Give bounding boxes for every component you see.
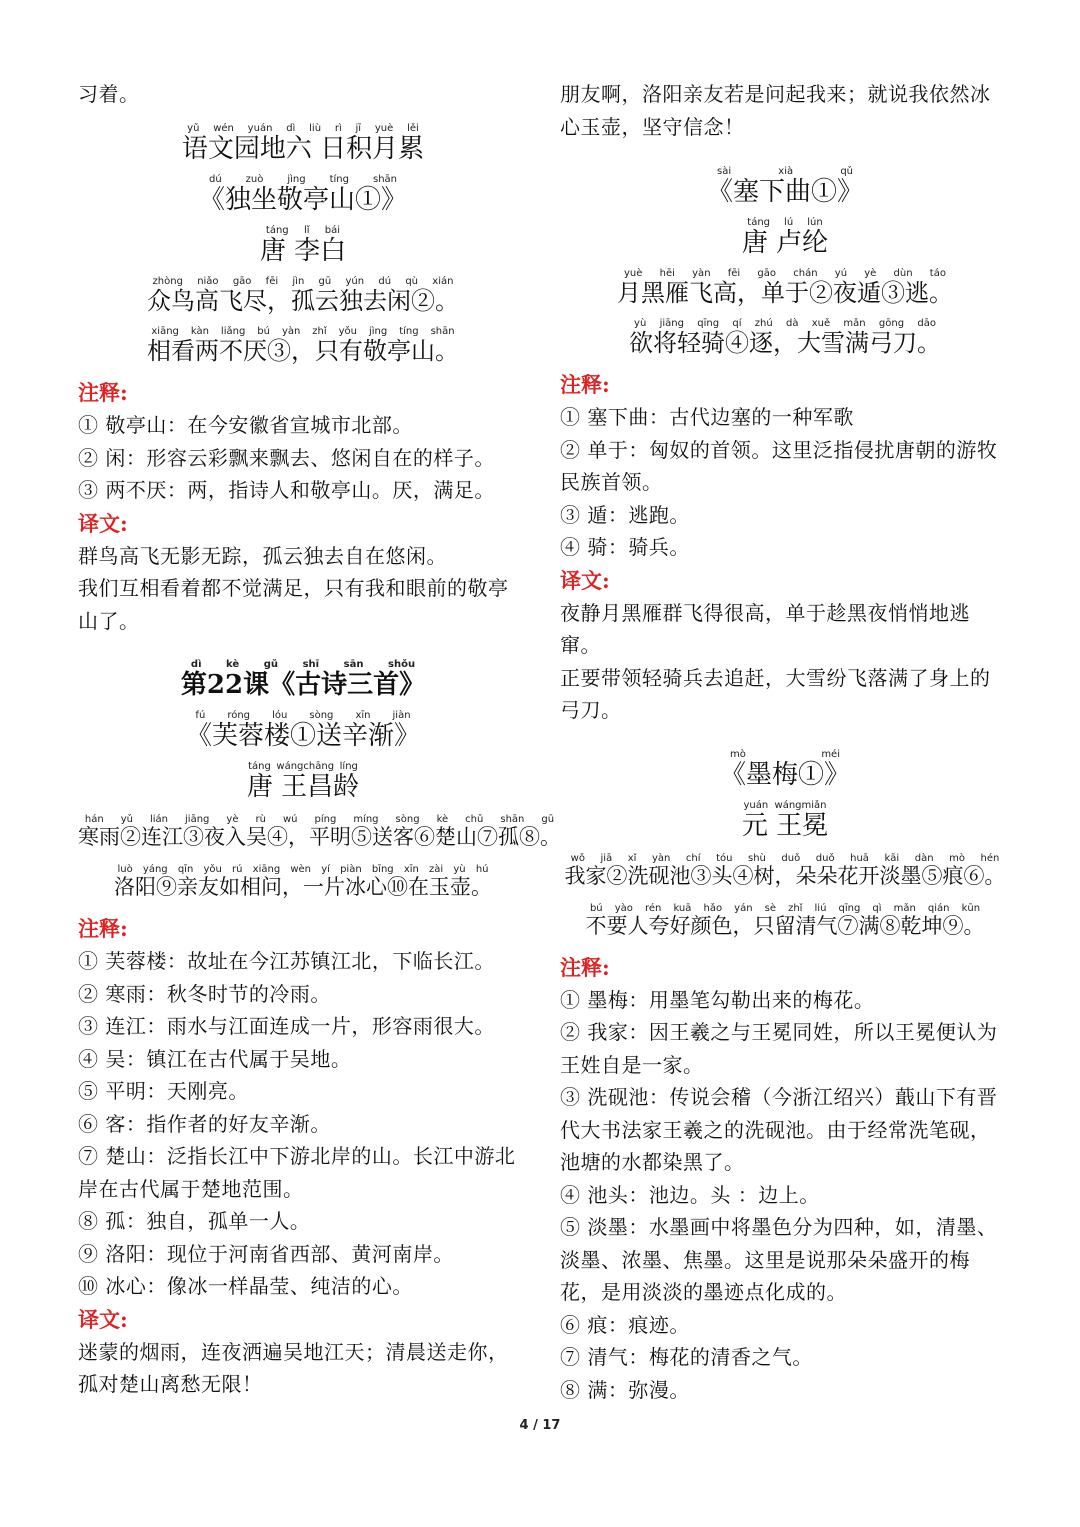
- poem4-notes-label: 注释:: [560, 954, 610, 980]
- right-column: [560, 78, 1010, 1406]
- poem4-note: ④ 池头：池边。头 ：边上。: [560, 1182, 820, 1207]
- poem4-note: ① 墨梅：用墨笔勾勒出来的梅花。: [560, 987, 875, 1012]
- poem2-line1: 寒雨②连江③夜入吴④，平明⑤送客⑥楚山⑦孤⑧。hán yǔ lián jiāng yè rù wú píng míng sòng kè chǔ shān gū: [78, 814, 561, 849]
- poem3-translation: 正要带领轻骑兵去追赶，大雪纷飞落满了身上的弓刀。: [560, 665, 991, 722]
- poem2-note: ⑤ 平明：天刚亮。: [78, 1079, 249, 1103]
- poem3-line1: 月黑雁飞高，单于②夜遁③逃。yuè hēi yàn fēi gāo chán yú yè dùn táo: [617, 268, 953, 307]
- poem1-note: ③ 两不厌：两，指诗人和敬亭山。厌，满足。: [78, 478, 495, 502]
- poem4-note: ③ 洗砚池：传说会稽（今浙江绍兴）蕺山下有晋代大书法家王羲之的洗砚池。由于经常洗笔砚，池塘的水都染黑了。: [560, 1085, 998, 1174]
- poem2-note: ⑩ 冰心：像冰一样晶莹、纯洁的心。: [78, 1274, 413, 1298]
- poem2-translation: 迷蒙的烟雨，连夜洒遍吴地江天；清晨送走你，孤对楚山离愁无限！: [78, 1339, 509, 1396]
- poem3-note: ④ 骑：骑兵。: [560, 535, 690, 559]
- poem1-title: 《独坐敬亭山①》dú zuò jìng tíng shān: [198, 174, 407, 215]
- poem1-notes-label: 注释:: [78, 380, 128, 405]
- poem4-note: ⑤ 淡墨：水墨画中将墨色分为四种，如，清墨、淡墨、浓墨、焦墨。这里是说那朵朵盛开的梅花，是用淡淡的墨迹点化成的。: [560, 1215, 998, 1304]
- left-column: [78, 78, 561, 1401]
- continued-translation: 朋友啊，洛阳亲友若是问起我来；就说我依然冰心玉壶，坚守信念！: [560, 82, 991, 139]
- poem4-note: ⑧ 满：弥漫。: [560, 1377, 690, 1402]
- poem3-note: ① 塞下曲：古代边塞的一种军歌: [560, 405, 854, 429]
- poem3-translation-label: 译文:: [560, 567, 610, 593]
- poem3-note: ③ 遁：逃跑。: [560, 502, 690, 527]
- poem2-note: ④ 吴：镇江在古代属于吴地。: [78, 1046, 352, 1071]
- poem2-note: ② 寒雨：秋冬时节的冷雨。: [78, 981, 331, 1006]
- poem4-author: 元 王冕yuán wángmiǎn: [741, 799, 829, 841]
- poem2-line2: 洛阳⑨亲友如相问，一片冰心⑩在玉壶。luò yáng qīn yǒu rú xiāng wèn yí piàn bīng xīn zài yù hú: [114, 864, 492, 899]
- lesson-title: 第22课《古诗三首》dì kè gǔ shī sān shǒu: [180, 659, 426, 700]
- poem2-title: 《芙蓉楼①送辛渐》fú róng lóu sòng xīn jiàn: [185, 710, 420, 751]
- section-title: 语文园地六 日积月累yǔ wén yuán dì liù rì jī yuè lěi: [181, 123, 425, 164]
- poem3-title: 《塞下曲①》sài xià qǔ: [706, 166, 863, 207]
- intro-text: 习着。: [78, 82, 140, 106]
- poem2-note: ⑧ 孤：独自，孤单一人。: [78, 1209, 311, 1233]
- poem4-note: ⑥ 痕：痕迹。: [560, 1312, 690, 1337]
- poem1-note: ② 闲：形容云彩飘来飘去、悠闲自在的样子。: [78, 445, 495, 470]
- poem3-note: ② 单于：匈奴的首领。这里泛指侵扰唐朝的游牧民族首领。: [560, 437, 998, 494]
- page-number: 4 / 17: [519, 1418, 561, 1433]
- poem2-notes-label: 注释:: [78, 916, 128, 941]
- poem3-notes-label: 注释:: [560, 372, 610, 397]
- poem1-line2: 相看两不厌③，只有敬亭山。xiāng kàn liǎng bú yàn zhǐ yǒu jìng tíng shān: [147, 326, 459, 365]
- poem2-note: ⑦ 楚山：泛指长江中下游北岸的山。长江中游北岸在古代属于楚地范围。: [78, 1144, 516, 1201]
- poem3-translation: 夜静月黑雁群飞得很高，单于趁黑夜悄悄地逃窜。: [560, 600, 970, 657]
- poem4-line2: 不要人夸好颜色，只留清气⑦满⑧乾坤⑨。bú yào rén kuā hǎo yán sè zhǐ liú qīng qì mǎn qián kūn: [585, 902, 985, 938]
- poem2-note: ⑨ 洛阳：现位于河南省西部、黄河南岸。: [78, 1241, 454, 1266]
- poem2-note: ① 芙蓉楼：故址在今江苏镇江北，下临长江。: [78, 949, 495, 973]
- poem1-note: ① 敬亭山：在今安徽省宣城市北部。: [78, 413, 413, 437]
- poem4-line1: 我家②洗砚池③头④树，朵朵花开淡墨⑤痕⑥。wǒ jiā xǐ yàn chí tóu shù duǒ duǒ huā kāi dàn mò hén: [564, 852, 1006, 888]
- poem4-note: ② 我家：因王羲之与王冕同姓，所以王冕便认为王姓自是一家。: [560, 1020, 998, 1077]
- poem1-author: 唐 李白táng lǐ bái: [259, 225, 347, 266]
- poem1-translation: 群鸟高飞无影无踪，孤云独去自在悠闲。: [78, 543, 447, 568]
- poem4-title: 《墨梅①》mò méi: [719, 748, 850, 790]
- poem1-translation: 我们互相看着都不觉满足，只有我和眼前的敬亭山了。: [78, 576, 509, 633]
- poem3-line2: 欲将轻骑④逐，大雪满弓刀。yù jiāng qīng qí zhú dà xuě mǎn gōng dāo: [629, 318, 941, 357]
- poem2-author: 唐 王昌龄táng wángchāng líng: [246, 761, 360, 802]
- poem2-note: ⑥ 客：指作者的好友辛渐。: [78, 1111, 331, 1136]
- poem1-line1: 众鸟高飞尽，孤云独去闲②。zhòng niǎo gāo fēi jìn gū yún dú qù xián: [147, 276, 459, 315]
- poem4-note: ⑦ 清气：梅花的清香之气。: [560, 1345, 813, 1369]
- poem2-note: ③ 连江：雨水与江面连成一片，形容雨很大。: [78, 1014, 495, 1038]
- poem1-translation-label: 译文:: [78, 510, 128, 536]
- poem3-author: 唐 卢纶táng lú lún: [741, 217, 829, 258]
- poem2-translation-label: 译文:: [78, 1306, 128, 1332]
